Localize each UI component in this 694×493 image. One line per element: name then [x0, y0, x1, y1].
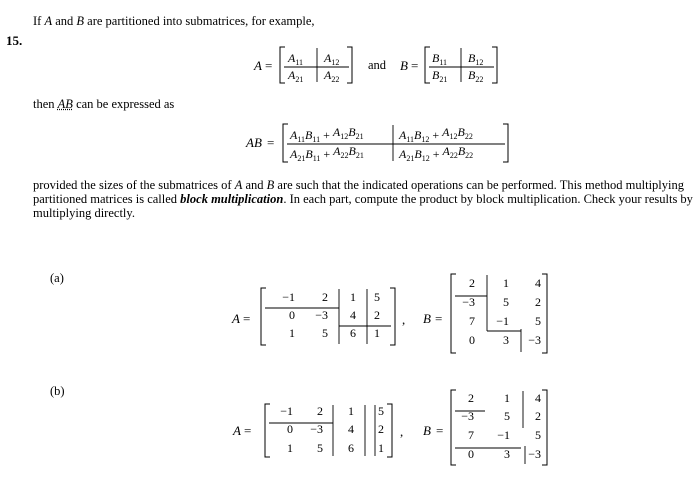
part-b-label: (b)	[50, 384, 65, 398]
def-b-block-11-subscript: 11	[439, 58, 448, 67]
product-symbol: B	[348, 125, 356, 139]
def-a-equals: =	[265, 58, 273, 73]
product-symbol: B	[305, 128, 313, 142]
def-a-block-12-letter: A	[324, 51, 332, 65]
product-symbol: A	[399, 147, 407, 161]
def-a-block-11	[287, 51, 303, 67]
def-b-block-11-letter: B	[432, 51, 440, 65]
part-b-matrix-a-cell-r1c2: 2	[317, 404, 323, 418]
part-b-matrix-b-cell-r4c2: 3	[504, 447, 510, 461]
part-a-matrix-a-cell-r2c1: 0	[289, 308, 295, 322]
part-b-b-equals: =	[436, 423, 444, 438]
product-symbol: B	[457, 144, 466, 158]
product-subscript: 22	[340, 151, 349, 160]
part-a-separator: ,	[402, 312, 406, 327]
product-subscript: 22	[465, 151, 474, 160]
product-subscript: 22	[464, 132, 473, 141]
part-a-matrix-a-cell-r2c2: −3	[315, 308, 328, 322]
product-plus: +	[429, 128, 443, 142]
then-pre: then	[33, 97, 58, 111]
intro-pre: If	[33, 14, 45, 28]
explanation-paragraph	[33, 178, 694, 220]
product-symbol: B	[305, 147, 313, 161]
def-a-block-12-subscript: 12	[331, 58, 340, 67]
matrix-b-blocks	[425, 47, 497, 84]
def-b-left-bracket	[425, 47, 430, 83]
then-line	[33, 97, 174, 112]
part-a-label: (a)	[50, 271, 64, 285]
part-a-matrix-a-left-bracket	[261, 288, 266, 345]
part-b-matrix-a-right-bracket	[387, 404, 392, 457]
part-a-matrix-b-cell-r4c1: 0	[469, 333, 475, 347]
product-symbol: B	[414, 147, 422, 161]
part-b-matrix-a-cell-r3c1: 1	[287, 441, 293, 455]
intro-line	[33, 14, 315, 29]
para-text-1: provided the sizes of the submatrices of	[33, 178, 235, 192]
part-b-matrix-b-right-bracket	[542, 390, 547, 465]
intro-and: and	[52, 14, 77, 28]
def-b-block-21-letter: B	[432, 68, 440, 82]
product-subscript: 12	[421, 154, 430, 163]
product-symbol: A	[332, 125, 341, 139]
part-b-matrix-a-cell-r3c2: 5	[317, 441, 323, 455]
part-a-matrix-b-cell-r2c3: 2	[535, 295, 541, 309]
para-text-3: are such that the indicated operations can be performed. This method multiplying partitioned matrices is called	[33, 178, 685, 206]
part-a-matrix-b-cell-r3c1: 7	[469, 314, 475, 328]
part-a-matrix-b-cell-r3c2: −1	[496, 314, 509, 328]
part-a-matrix-a-cell-r1c1: −1	[282, 290, 295, 304]
para-term: block multiplication	[180, 192, 284, 206]
product-symbol: A	[290, 147, 298, 161]
part-b-matrix-a	[265, 404, 392, 457]
part-a-b-label: B	[423, 311, 431, 326]
para-var-a: A	[234, 178, 243, 192]
product-block-1	[289, 125, 364, 144]
def-b-block-12	[468, 51, 483, 67]
product-subscript: 11	[312, 154, 321, 163]
def-and-word: and	[368, 58, 387, 72]
product-subscript: 21	[406, 154, 415, 163]
def-b-label: B	[400, 58, 408, 73]
product-symbol: A	[399, 128, 407, 142]
part-b-b-label: B	[423, 423, 431, 438]
product-right-bracket	[503, 124, 508, 162]
part-a-matrix-b-cell-r2c1: −3	[462, 295, 475, 309]
block-product-equation	[240, 117, 520, 167]
part-a-matrix-b-right-bracket	[542, 274, 547, 353]
def-b-right-bracket	[492, 47, 497, 83]
def-b-block-21-subscript: 21	[439, 75, 448, 84]
def-b-block-11	[432, 51, 447, 67]
product-subscript: 12	[340, 132, 349, 141]
intro-post: are partitioned into submatrices, for example,	[84, 14, 315, 28]
part-a-matrix-b	[451, 274, 547, 353]
product-block-3	[289, 144, 364, 163]
problem-number: 15.	[6, 33, 23, 48]
part-b-matrix-b-left-bracket	[451, 390, 456, 465]
part-a-matrix-a-right-bracket	[390, 288, 395, 345]
def-a-block-11-subscript: 11	[295, 58, 304, 67]
product-subscript: 21	[297, 154, 306, 163]
part-b-matrix-a-cell-r2c3: 4	[348, 422, 354, 436]
part-b-matrix-a-cell-r2c4: 2	[378, 422, 384, 436]
part-a-matrix-b-cell-r1c2: 1	[503, 276, 509, 290]
part-b-matrix-a-cell-r2c2: −3	[310, 422, 323, 436]
product-plus: +	[320, 147, 334, 161]
product-equals: =	[267, 135, 275, 150]
product-subscript: 11	[406, 135, 415, 144]
then-var-ab: AB	[57, 97, 73, 111]
product-subscript: 22	[449, 151, 458, 160]
def-a-left-bracket	[280, 47, 285, 83]
part-b-matrix-b-cell-r1c2: 1	[504, 391, 510, 405]
part-b-matrix-b-cell-r2c3: 2	[535, 409, 541, 423]
product-ab-label: AB	[246, 135, 262, 150]
part-b-matrix-b-cell-r1c1: 2	[468, 391, 474, 405]
product-symbol: B	[457, 125, 465, 139]
product-subscript: 11	[297, 135, 306, 144]
para-text-2: and	[242, 178, 267, 192]
part-b-matrix-b-cell-r2c2: 5	[504, 409, 510, 423]
part-a-matrix-a-cell-r1c2: 2	[322, 290, 328, 304]
part-b-matrix-b	[451, 390, 547, 465]
part-a-matrix-a-cell-r3c2: 5	[322, 326, 328, 340]
part-b-matrix-a-left-bracket	[265, 404, 270, 457]
part-a-matrix-b-cell-r4c3: −3	[528, 333, 541, 347]
product-block-2	[398, 125, 473, 144]
part-a-matrix-b-left-bracket	[451, 274, 456, 353]
then-post: can be expressed as	[72, 97, 175, 111]
part-a-matrix-a-cell-r2c3: 4	[350, 308, 356, 322]
def-b-equals: =	[411, 58, 419, 73]
product-symbol: B	[348, 144, 356, 158]
part-a-matrix-a-cell-r1c3: 1	[350, 290, 356, 304]
part-a-matrix-b-cell-r4c2: 3	[503, 333, 509, 347]
product-symbol: A	[442, 125, 450, 139]
part-b-matrix-a-cell-r1c4: 5	[378, 404, 384, 418]
product-plus: +	[320, 128, 333, 142]
def-b-block-22-letter: B	[468, 68, 476, 82]
part-a-equation	[225, 270, 555, 355]
product-block-matrix	[283, 124, 508, 163]
intro-var-a: A	[44, 14, 53, 28]
product-block-4	[398, 144, 473, 163]
product-subscript: 21	[355, 151, 364, 160]
part-b-matrix-a-cell-r3c3: 6	[348, 441, 354, 455]
part-a-matrix-a-cell-r3c4: 1	[374, 326, 380, 340]
def-a-right-bracket	[347, 47, 352, 83]
def-b-block-21	[432, 68, 447, 84]
part-a-matrix-a-cell-r1c4: 5	[374, 290, 380, 304]
part-b-equation	[225, 386, 555, 486]
product-left-bracket	[283, 124, 288, 162]
product-plus: +	[429, 147, 443, 161]
def-a-block-21	[287, 68, 303, 84]
product-symbol: A	[290, 128, 298, 142]
part-a-matrix-a-cell-r3c3: 6	[350, 326, 356, 340]
def-a-block-22-subscript: 22	[331, 75, 340, 84]
def-b-block-12-letter: B	[468, 51, 476, 65]
part-b-matrix-a-cell-r3c4: 1	[378, 441, 384, 455]
part-b-matrix-b-cell-r3c1: 7	[468, 428, 474, 442]
para-var-b: B	[266, 178, 275, 192]
part-a-matrix-b-cell-r2c2: 5	[503, 295, 509, 309]
part-b-matrix-b-cell-r3c2: −1	[497, 428, 510, 442]
part-a-matrix-a-cell-r2c4: 2	[374, 308, 380, 322]
part-b-matrix-b-cell-r2c1: −3	[461, 409, 474, 423]
def-a-block-12	[323, 51, 339, 67]
def-b-block-22	[468, 68, 483, 84]
part-b-matrix-a-cell-r1c3: 1	[348, 404, 354, 418]
part-a-b-equals: =	[435, 311, 443, 326]
product-symbol: A	[333, 144, 341, 158]
part-b-a-equals: =	[244, 423, 252, 438]
part-a-matrix-b-cell-r1c3: 4	[535, 276, 541, 290]
product-symbol: B	[414, 128, 422, 142]
def-a-label: A	[254, 58, 262, 73]
def-b-block-12-subscript: 12	[475, 58, 484, 67]
product-subscript: 11	[312, 135, 321, 144]
part-b-a-label: A	[233, 423, 241, 438]
part-a-matrix-b-cell-r3c3: 5	[535, 314, 541, 328]
part-a-a-label: A	[232, 311, 240, 326]
block-definition-equation	[250, 40, 530, 88]
def-a-block-21-letter: A	[288, 68, 296, 82]
product-symbol: A	[442, 144, 450, 158]
product-subscript: 12	[449, 132, 458, 141]
part-a-matrix-a-cell-r3c1: 1	[289, 326, 295, 340]
intro-var-b: B	[76, 14, 85, 28]
matrix-a-blocks	[280, 47, 352, 84]
para-text-4: . In each part, compute the product by block multiplication. Check your results by multiplying directly.	[33, 192, 693, 220]
part-b-separator: ,	[400, 424, 404, 439]
def-a-block-11-letter: A	[288, 51, 296, 65]
part-b-matrix-b-cell-r1c3: 4	[535, 391, 541, 405]
part-b-matrix-b-cell-r3c3: 5	[535, 428, 541, 442]
part-b-matrix-b-cell-r4c3: −3	[528, 447, 541, 461]
def-a-block-22-letter: A	[324, 68, 332, 82]
part-b-matrix-a-cell-r2c1: 0	[287, 422, 293, 436]
part-a-matrix-a	[261, 288, 395, 345]
product-subscript: 12	[421, 135, 430, 144]
part-a-a-equals: =	[243, 311, 251, 326]
part-b-matrix-b-cell-r4c1: 0	[468, 447, 474, 461]
part-a-matrix-b-cell-r1c1: 2	[469, 276, 475, 290]
part-b-matrix-a-cell-r1c1: −1	[280, 404, 293, 418]
def-a-block-22	[323, 68, 339, 84]
def-a-block-21-subscript: 21	[295, 75, 304, 84]
product-subscript: 21	[355, 132, 364, 141]
def-b-block-22-subscript: 22	[475, 75, 484, 84]
